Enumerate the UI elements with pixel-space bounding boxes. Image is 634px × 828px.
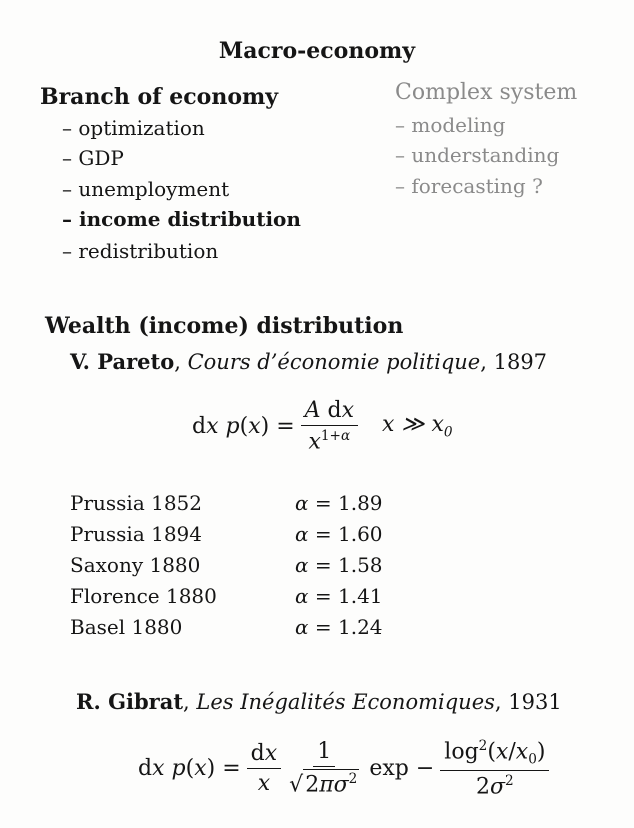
branch-item: – GDP [62, 146, 124, 170]
branch-item-highlighted: – income distribution [62, 207, 301, 231]
complex-item: – understanding [395, 143, 560, 167]
pareto-condition: x ≫ $x_0$ [382, 411, 453, 441]
table-row-place: Prussia 1852 [70, 491, 203, 515]
table-row-alpha: α = 1.58 [295, 553, 383, 577]
page-title: Macro-economy [218, 38, 416, 64]
table-row-place: Prussia 1894 [70, 522, 203, 546]
pareto-formula: dx p(x) = $\frac{\text{A dx}}{x^{1+\alpha}}$ x ≫ $x_0$ [192, 398, 453, 455]
branch-heading: Branch of economy [40, 84, 279, 110]
branch-item: – unemployment [62, 177, 230, 201]
table-row-place: Saxony 1880 [70, 553, 201, 577]
table-row-alpha: α = 1.89 [295, 491, 383, 515]
table-row-place: Basel 1880 [70, 615, 183, 639]
wealth-heading: Wealth (income) distribution [45, 313, 404, 339]
table-row-alpha: α = 1.24 [295, 615, 383, 639]
table-row-place: Florence 1880 [70, 584, 217, 608]
complex-item: – modeling [395, 113, 506, 137]
gibrat-citation: R. Gibrat, Les Inégalités Economiques, 1931 [76, 689, 562, 714]
branch-item: – optimization [62, 116, 205, 140]
table-row-alpha: α = 1.60 [295, 522, 383, 546]
gibrat-formula: dx p(x) = $\frac{dx}{x}$ $\frac{1}{√2\pi\sigma^2}$ exp − $\frac{\log^2(x/x_0)}{2\sigma^2}$ [138, 738, 555, 799]
pareto-citation: V. Pareto, Cours d’économie politique, 1897 [70, 349, 548, 374]
complex-item: – forecasting ? [395, 174, 543, 198]
table-row-alpha: α = 1.41 [295, 584, 383, 608]
complex-heading: Complex system [395, 80, 578, 105]
branch-item: – redistribution [62, 239, 219, 263]
